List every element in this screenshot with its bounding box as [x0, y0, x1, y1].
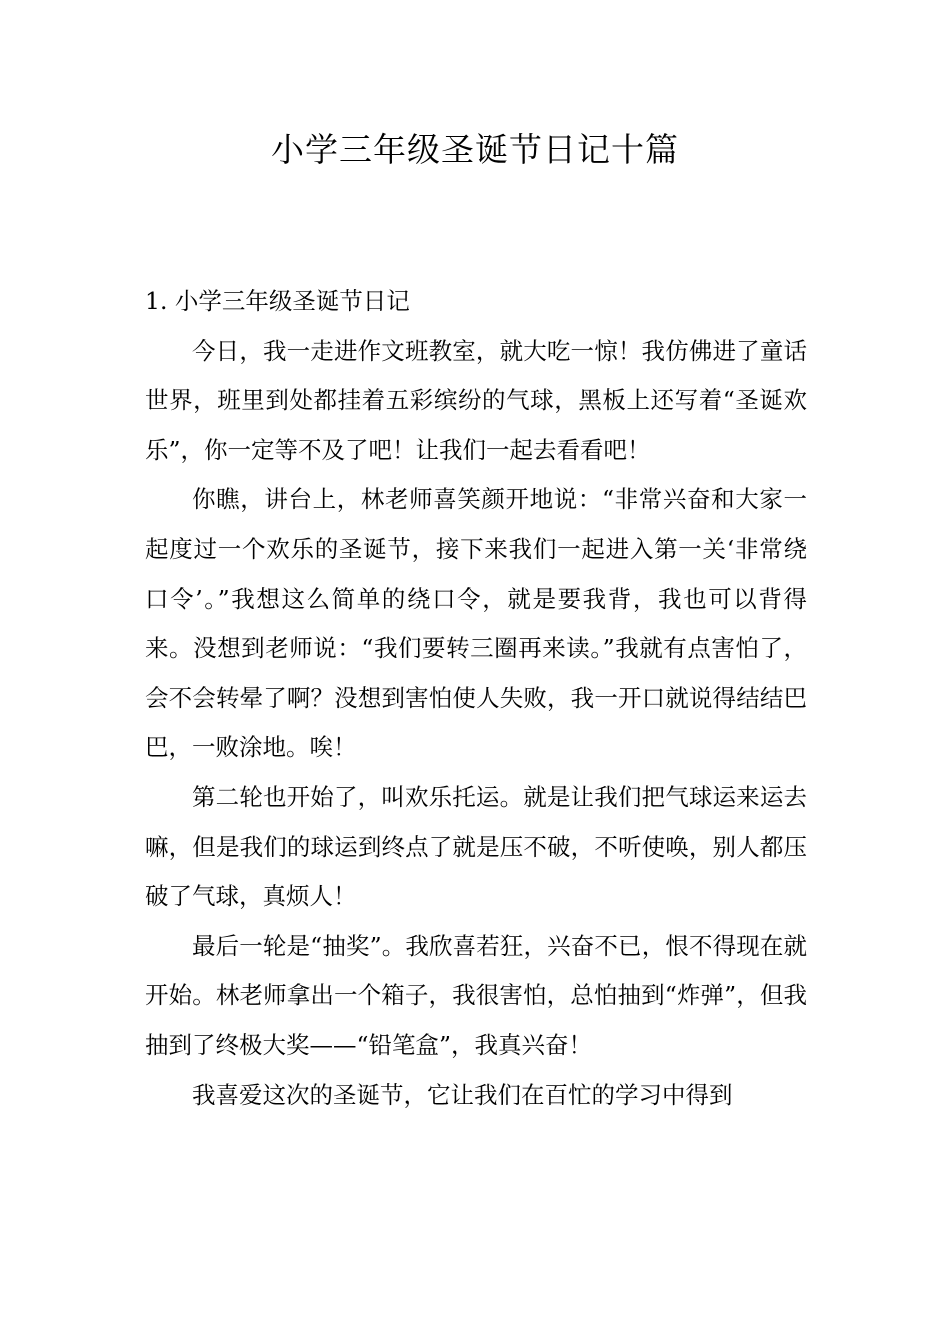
- paragraph-3: 第二轮也开始了，叫欢乐托运。就是让我们把气球运来运去嘛，但是我们的球运到终点了就是压不破，不听使唤，别人都压破了气球，真烦人！: [145, 782, 807, 911]
- paragraph-1: 今日，我一走进作文班教室，就大吃一惊！我仿佛进了童话世界，班里到处都挂着五彩缤纷的气球，黑板上还写着“圣诞欢乐”，你一定等不及了吧！让我们一起去看看吧！: [145, 336, 807, 464]
- section-heading: 1. 小学三年级圣诞节日记: [145, 287, 410, 315]
- paragraph-5: 我喜爱这次的圣诞节，它让我们在百忙的学习中得到: [192, 1080, 733, 1109]
- paragraph-4: 最后一轮是“抽奖”。我欣喜若狂，兴奋不已，恨不得现在就开始。林老师拿出一个箱子，我很害怕，总怕抽到“炸弹”，但我抽到了终极大奖——“铅笔盒”，我真兴奋！: [145, 931, 807, 1059]
- paragraph-2: 你瞧，讲台上，林老师喜笑颜开地说：“非常兴奋和大家一起度过一个欢乐的圣诞节，接下来我们一起进入第一关‘非常绕口令’。”我想这么简单的绕口令，就是要我背，我也可以背得来。没想到老师说：“我们要转三圈再来读。”我就有点害怕了，会不会转晕了啊？没想到害怕使人失败，我一开口就说得结结巴巴，一败涂地。唉！: [145, 485, 807, 762]
- document-title: 小学三年级圣诞节日记十篇: [271, 130, 679, 169]
- document-body: [145, 277, 807, 1120]
